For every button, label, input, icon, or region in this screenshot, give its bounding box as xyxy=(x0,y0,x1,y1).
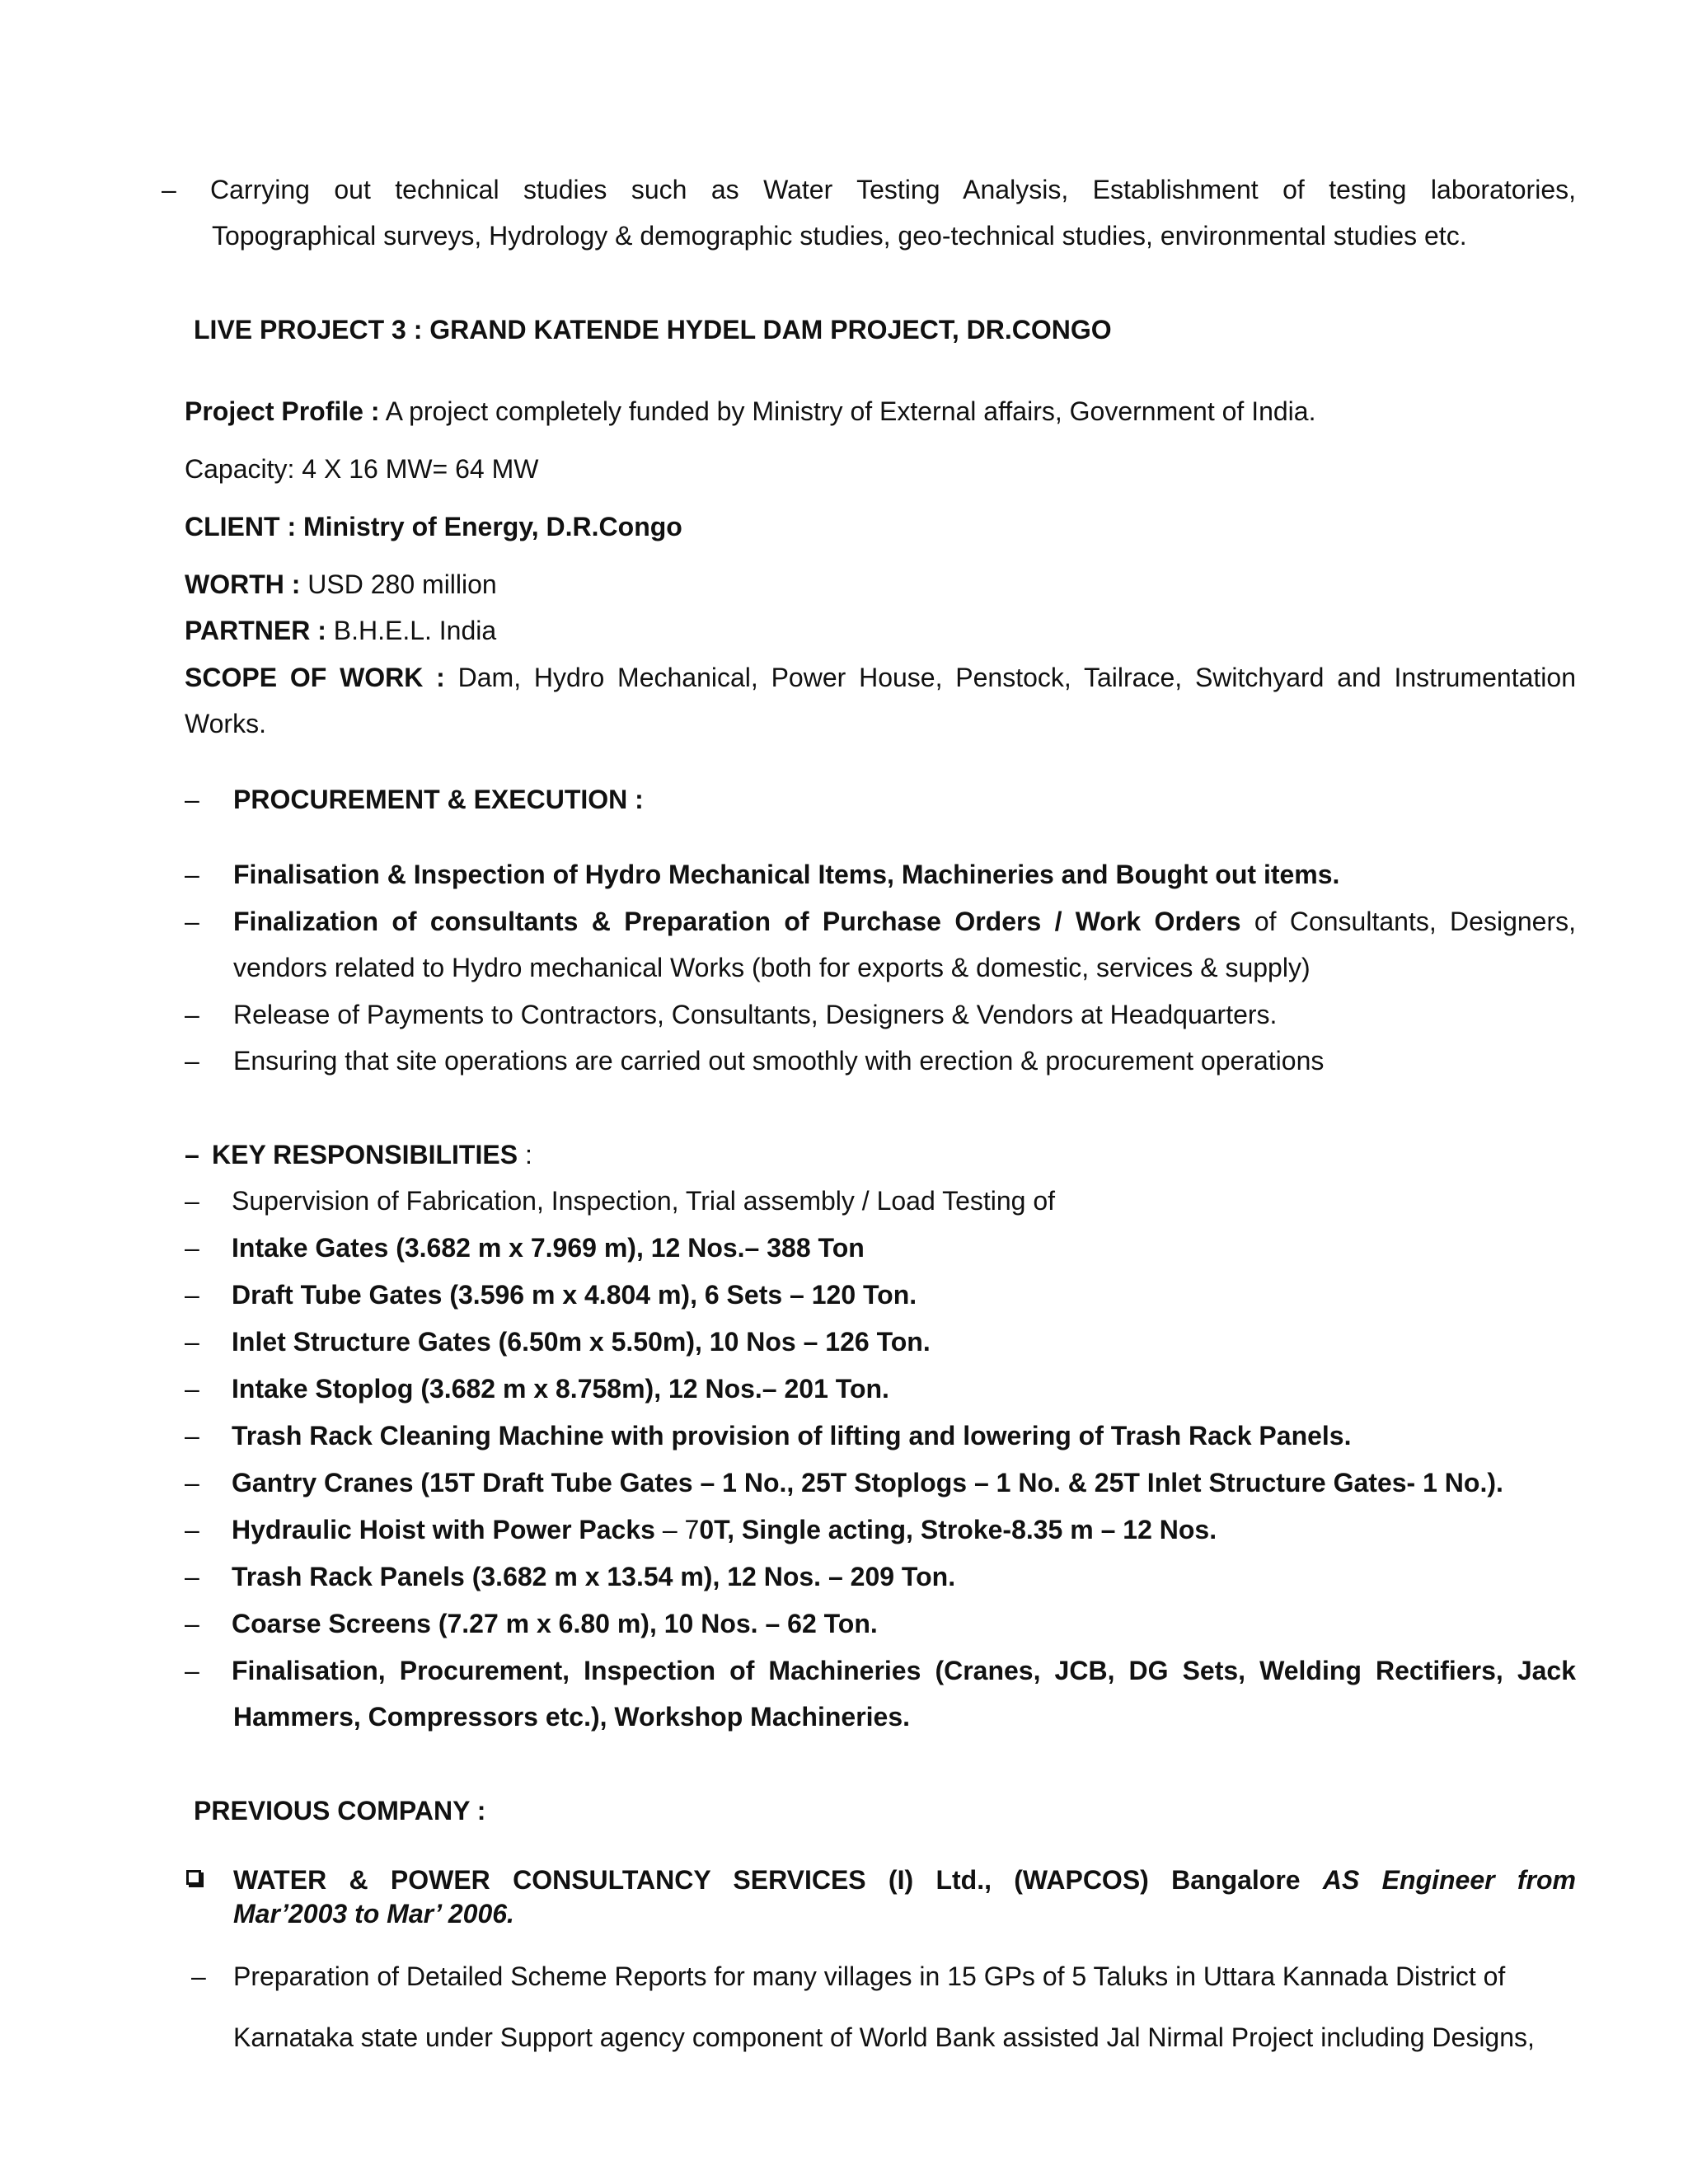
bullet-dash: – xyxy=(185,860,199,889)
key-item: Inlet Structure Gates (6.50m x 5.50m), 10 Nos – 126 Ton. xyxy=(232,1327,931,1357)
key-item: Supervision of Fabrication, Inspection, Trial assembly / Load Testing of xyxy=(232,1186,1056,1216)
procurement-item-4: Ensuring that site operations are carried out smoothly with erection & procurement operations xyxy=(233,1046,1325,1076)
worth-label: WORTH : xyxy=(185,569,301,599)
bullet-dash: – xyxy=(185,1000,199,1029)
key-item-line-2: Hammers, Compressors etc.), Workshop Machineries. xyxy=(233,1702,911,1732)
key-item: Draft Tube Gates (3.596 m x 4.804 m), 6 Sets – 120 Ton. xyxy=(232,1280,917,1310)
intro-line-1: Carrying out technical studies such as Water Testing Analysis, Establishment of testing laboratories, xyxy=(210,175,1576,204)
previous-period: Mar’2003 to Mar’ 2006. xyxy=(233,1899,514,1929)
previous-heading: PREVIOUS COMPANY : xyxy=(194,1796,486,1825)
key-item-hoist xyxy=(232,1513,1217,1546)
scope-line-2: Works. xyxy=(185,709,266,738)
partner xyxy=(185,614,496,647)
project-profile xyxy=(185,395,1315,428)
bullet-dash: – xyxy=(185,1327,199,1357)
procurement-item-1: Finalisation & Inspection of Hydro Mechanical Items, Machineries and Bought out items. xyxy=(233,860,1340,889)
bullet-dash: – xyxy=(185,1656,199,1685)
key-item: Coarse Screens (7.27 m x 6.80 m), 10 Nos. – 62 Ton. xyxy=(232,1609,878,1638)
bullet-dash: – xyxy=(185,1233,199,1263)
procurement-item-2-rest: of Consultants, Designers, xyxy=(1240,907,1577,936)
bullet-dash: – xyxy=(185,1421,199,1451)
bullet-dash: – xyxy=(185,1140,199,1169)
scope-label: SCOPE OF WORK : xyxy=(185,663,445,692)
key-item: Trash Rack Cleaning Machine with provision of lifting and lowering of Trash Rack Panels. xyxy=(232,1421,1352,1451)
project-profile-value: A project completely funded by Ministry of External affairs, Government of India. xyxy=(379,396,1316,426)
key-item: Finalisation, Procurement, Inspection of Machineries (Cranes, JCB, DG Sets, Welding Rectifiers, Jack xyxy=(232,1656,1576,1685)
project-profile-label: Project Profile : xyxy=(185,396,380,426)
previous-item-1: Preparation of Detailed Scheme Reports for many villages in 15 GPs of 5 Taluks in Uttara Kannada District of xyxy=(233,1961,1506,1991)
bullet-dash: – xyxy=(185,785,199,814)
bullet-dash: – xyxy=(185,1046,199,1076)
key-heading-text: KEY RESPONSIBILITIES xyxy=(212,1140,518,1169)
procurement-heading: PROCUREMENT & EXECUTION : xyxy=(233,785,644,814)
scope-value: Dam, Hydro Mechanical, Power House, Penstock, Tailrace, Switchyard and Instrumentation xyxy=(444,663,1576,692)
bullet-dash: – xyxy=(185,1515,199,1544)
bullet-dash: – xyxy=(185,1280,199,1310)
key-heading xyxy=(212,1138,532,1171)
procurement-item-2-line-2: vendors related to Hydro mechanical Works (both for exports & domestic, services & supply) xyxy=(233,953,1311,982)
bullet-dash: – xyxy=(162,175,176,204)
previous-role: AS Engineer from xyxy=(1322,1865,1577,1895)
partner-value: B.H.E.L. India xyxy=(326,616,497,645)
hoist-label: Hydraulic Hoist with Power Packs xyxy=(232,1515,655,1544)
capacity: Capacity: 4 X 16 MW= 64 MW xyxy=(185,454,539,484)
hoist-mid: – 7 xyxy=(654,1515,700,1544)
bullet-dash: – xyxy=(185,1374,199,1404)
bullet-dash: – xyxy=(185,907,199,936)
bullet-dash: – xyxy=(185,1186,199,1216)
worth xyxy=(185,568,497,601)
bullet-dash: – xyxy=(185,1562,199,1591)
procurement-item-2-bold: Finalization of consultants & Preparation of Purchase Orders / Work Orders xyxy=(233,907,1241,936)
key-item: Gantry Cranes (15T Draft Tube Gates – 1 No., 25T Stoplogs – 1 No. & 25T Inlet Structure Gates- 1 No.). xyxy=(232,1468,1503,1497)
partner-label: PARTNER : xyxy=(185,616,326,645)
key-item: Intake Stoplog (3.682 m x 8.758m), 12 Nos.– 201 Ton. xyxy=(232,1374,889,1404)
previous-company-line-1 xyxy=(233,1863,1576,1896)
bullet-dash: – xyxy=(185,1609,199,1638)
key-item: Trash Rack Panels (3.682 m x 13.54 m), 12 Nos. – 209 Ton. xyxy=(232,1562,956,1591)
hoist-end: 0T, Single acting, Stroke-8.35 m – 12 Nos. xyxy=(699,1515,1217,1544)
procurement-item-3: Release of Payments to Contractors, Consultants, Designers & Vendors at Headquarters. xyxy=(233,1000,1278,1029)
previous-company-name: WATER & POWER CONSULTANCY SERVICES (I) Ltd., (WAPCOS) Bangalore xyxy=(233,1865,1301,1895)
intro-line-2: Topographical surveys, Hydrology & demographic studies, geo-technical studies, environmental studies etc. xyxy=(212,221,1467,251)
scope-line-1 xyxy=(185,661,1576,694)
bullet-dash: – xyxy=(185,1468,199,1497)
project-heading: LIVE PROJECT 3 : GRAND KATENDE HYDEL DAM PROJECT, DR.CONGO xyxy=(194,315,1112,344)
previous-item-1-line-2: Karnataka state under Support agency component of World Bank assisted Jal Nirmal Project including Designs, xyxy=(233,2022,1535,2052)
bullet-dash: – xyxy=(191,1961,206,1991)
worth-value: USD 280 million xyxy=(300,569,497,599)
client: CLIENT : Ministry of Energy, D.R.Congo xyxy=(185,512,682,541)
key-heading-colon: : xyxy=(518,1140,532,1169)
key-item: Intake Gates (3.682 m x 7.969 m), 12 Nos.– 388 Ton xyxy=(232,1233,865,1263)
procurement-item-2 xyxy=(233,905,1576,938)
checkbox-bullet-icon xyxy=(186,1870,201,1885)
